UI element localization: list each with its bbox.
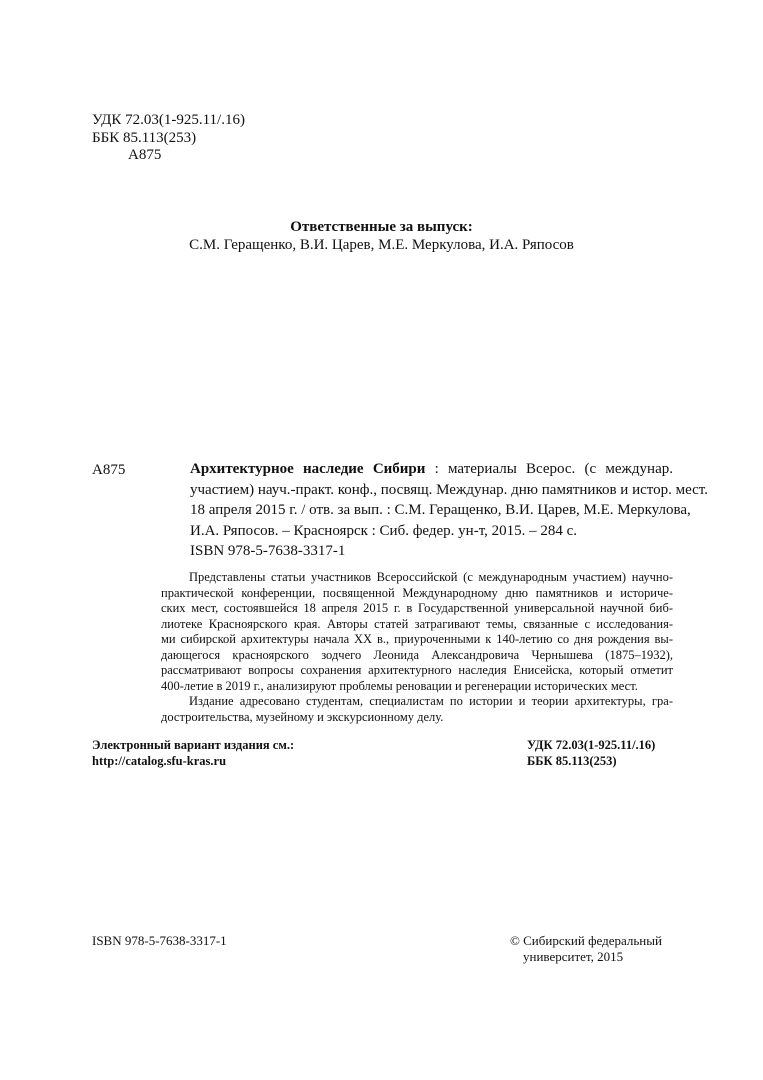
abstract-line: практической конференции, посвященной Международному дню памятников и историче-	[161, 585, 673, 600]
bbk-code: ББК 85.113(253)	[92, 130, 197, 146]
footer-classification	[527, 737, 655, 769]
abstract-line: достроительства, музейному и экскурсионному делу.	[161, 709, 444, 724]
catalog-line: участием) науч.-практ. конф., посвящ. Междунар. дню памятников и истор. мест.	[190, 481, 708, 498]
copyright-line: университет, 2015	[523, 949, 624, 964]
electronic-version	[92, 737, 294, 769]
udk-code: УДК 72.03(1-925.11/.16)	[92, 112, 245, 128]
abstract-line: лиотеке Красноярского края. Авторы статей затрагивают темы, связанные с исследования-	[161, 616, 673, 631]
catalog-line: 18 апреля 2015 г. / отв. за вып. : С.М. Геращенко, В.И. Царев, М.Е. Меркулова,	[190, 502, 691, 518]
abstract-line: рассматривают вопросы сохранения архитектурного наследия Енисейска, который отметит	[161, 663, 673, 677]
catalog-line-rest: : материалы Всерос. (с междунар.	[425, 461, 673, 477]
copyright-line: © Сибирский федеральный	[510, 933, 662, 948]
abstract-line: 400-летие в 2019 г., анализируют проблемы реновации и регенерации исторических мест.	[161, 678, 638, 693]
electronic-label: Электронный вариант издания см.:	[92, 738, 295, 752]
footer-udk: УДК 72.03(1-925.11/.16)	[527, 738, 656, 752]
abstract	[161, 570, 673, 725]
author-mark: А875	[128, 147, 162, 163]
catalog-isbn: ISBN 978-5-7638-3317-1	[190, 543, 346, 559]
catalog-entry	[190, 459, 708, 562]
catalog-line	[190, 459, 673, 480]
abstract-line: ми сибирской архитектуры начала XX в., приуроченными к 140-летию со дня рождения вы-	[161, 632, 673, 646]
footer-bbk: ББК 85.113(253)	[527, 754, 617, 768]
copyright	[510, 933, 662, 965]
catalog-code: А875	[92, 462, 126, 478]
abstract-line: Представлены статьи участников Всероссийской (с международным участием) научно-	[189, 570, 673, 584]
abstract-line: Издание адресовано студентам, специалистам по истории и теории архитектуры, гра-	[189, 694, 673, 708]
abstract-line: дающегося красноярского зодчего Леонида Александровича Чернышева (1875–1932),	[161, 647, 673, 662]
electronic-url: http://catalog.sfu-kras.ru	[92, 754, 227, 768]
isbn-bottom: ISBN 978-5-7638-3317-1	[92, 933, 227, 948]
abstract-line: ских мест, состоявшейся 18 апреля 2015 г. в Государственной универсальной научной биб-	[161, 601, 673, 615]
catalog-line: И.А. Ряпосов. – Красноярск : Сиб. федер. ун-т, 2015. – 284 с.	[190, 522, 578, 539]
responsible-title: Ответственные за выпуск:	[290, 219, 473, 235]
responsible-names: С.М. Геращенко, В.И. Царев, М.Е. Меркулова, И.А. Ряпосов	[189, 237, 574, 253]
book-title: Архитектурное наследие Сибири	[190, 461, 426, 477]
